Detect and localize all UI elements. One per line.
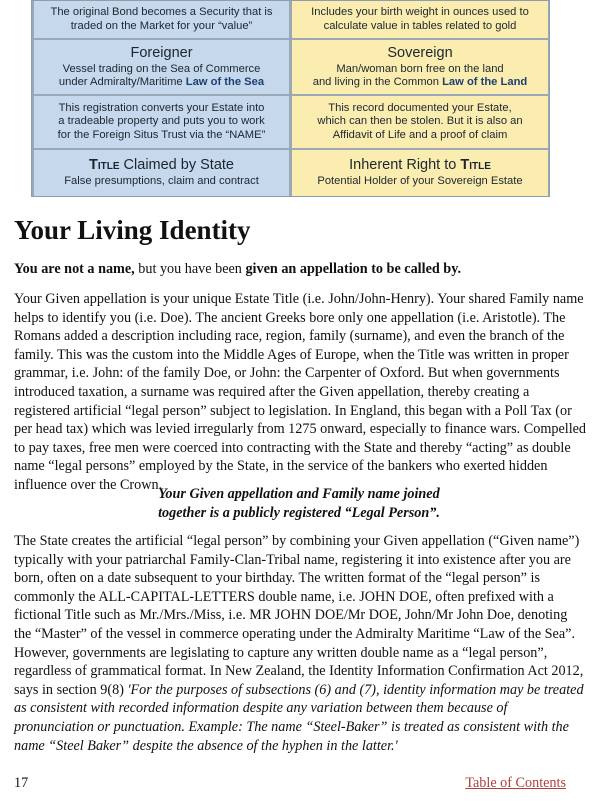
table-cell-birth-weight — [292, 1, 548, 38]
paragraph-text-fragment: The State creates the artificial “legal person” by combining your Given appellation (“Given name”) typically with your patriarchal Family-Clan-Tribal name, registering it into existence after you are born, often on a date subsequent to your birthday. The written format of the “legal person” is commonly the ALL-CAPITAL-LETTERS double name, i.e. JOHN DOE, often prefixed with a fictional Title such as Mr./Mrs./Miss, i.e. MR JOHN DOE/Mr DOE, John/Mr John Doe, denoting the “Master” of the vessel in commerce operating under the Admiralty Maritime “Law of the Sea”. However, governments are legislating to capture any written double name as a “legal person”, regardless of grammatical format. In New Zealand, the Identity Information Confirmation Act 2012, says in section 9(8) — [14, 533, 584, 698]
cell-title-sovereign: Sovereign — [387, 44, 453, 61]
cell-title-foreigner: Foreigner — [130, 44, 193, 61]
law-of-the-sea-link[interactable]: Law of the Sea — [185, 76, 265, 88]
cell-title-fragment: Title — [89, 157, 120, 174]
cell-text-line: for the Foreign Situs Trust via the “NAME” — [57, 128, 266, 141]
body-paragraph-1: Your Given appellation is your unique Estate Title (i.e. John/John-Henry). Your shared Family name helps to identify you (i.e. Doe). The ancient Greeks bore only one appellation (i.e. Aristotle). The Romans added a description including race, region, family (surname), and even the branch of the family. This was the custom into the Middle Ages of Europe, when the Title was written in proper grammar, i.e. John: of the family Doe, or John: the Carpenter of Oxford. But when governments introduced taxation, a surname was required after the Given appellation, thereby creating a registered artificial “legal person” subject to legislation. In England, this began with a Poll Tax (or per head tax) which was levied irregularly from 1275 onward, especially to finance wars. Compelled to pay taxes, free men were coerced into contracting with the State and thereby “acting” as double name “legal persons” employed by the State, in the service of the bankers who exerted hidden influence over the Crown. — [14, 291, 587, 493]
intro-bold-fragment: You are not a name, — [14, 261, 135, 277]
cell-title-title-claimed — [89, 157, 234, 174]
cell-text-line: The original Bond becomes a Security that is — [50, 6, 273, 18]
cell-text-line: Includes your birth weight in ounces used to — [311, 6, 529, 18]
table-cell-registration — [34, 96, 289, 148]
pull-quote-line: together is a publicly registered “Legal Person”. — [158, 504, 440, 521]
cell-title-fragment: Claimed by State — [119, 157, 234, 174]
cell-title-inherent-right — [349, 157, 491, 174]
cell-text-line: Man/woman born free on the land — [336, 62, 504, 75]
table-cell-bond-security — [34, 1, 289, 38]
cell-text-line: This record documented your Estate, — [328, 101, 512, 114]
cell-text-line: This registration converts your Estate into — [58, 101, 265, 114]
table-cell-record — [292, 96, 548, 148]
law-of-the-land-link[interactable]: Law of the Land — [442, 76, 528, 88]
cell-text-line: Affidavit of Life and a proof of claim — [332, 128, 508, 141]
table-of-contents-link[interactable]: Table of Contents — [465, 775, 566, 791]
cell-text-line — [59, 76, 264, 90]
intro-bold-fragment: given an appellation to be called by. — [245, 261, 462, 277]
cell-title-fragment: Title — [460, 157, 491, 174]
comparison-table — [31, 0, 550, 197]
pull-quote-line: Your Given appellation and Family name joined — [158, 486, 440, 502]
body-paragraph-2 — [14, 532, 587, 755]
pull-quote — [14, 485, 584, 522]
cell-text-line: a tradeable property and puts you to work — [58, 115, 265, 128]
cell-text-line: Potential Holder of your Sovereign Estate — [317, 175, 523, 188]
cell-text-line: calculate value in tables related to gold — [323, 19, 517, 32]
cell-text-line: which can then be stolen. But it is also an — [317, 115, 523, 128]
cell-text-line: Vessel trading on the Sea of Commerce — [62, 62, 261, 75]
table-cell-title-claimed — [34, 150, 289, 196]
cell-text-line: traded on the Market for your “value” — [70, 19, 253, 32]
cell-text-fragment: under Admiralty/Maritime — [58, 76, 186, 88]
table-cell-foreigner — [34, 40, 289, 94]
page-number: 17 — [14, 775, 29, 791]
table-cell-sovereign — [292, 40, 548, 94]
cell-title-fragment: Inherent Right to — [349, 157, 461, 174]
section-heading: Your Living Identity — [14, 215, 251, 245]
intro-statement — [14, 260, 587, 279]
legislation-quote: 'For the purposes of subsections (6) and (7), identity information may be treated as consistent with recorded information despite any variation between them because of pronunciation or punctuation. Example: The name “Steel-Baker” is treated as consistent with the name “Steel Baker” despite the absence of the hyphen in the latter.' — [14, 681, 584, 754]
cell-text-line: False presumptions, claim and contract — [64, 175, 259, 188]
table-cell-inherent-right — [292, 150, 548, 196]
intro-text-fragment: but you have been — [134, 261, 246, 277]
cell-text-line — [313, 76, 528, 90]
cell-text-fragment: and living in the Common — [312, 76, 443, 88]
